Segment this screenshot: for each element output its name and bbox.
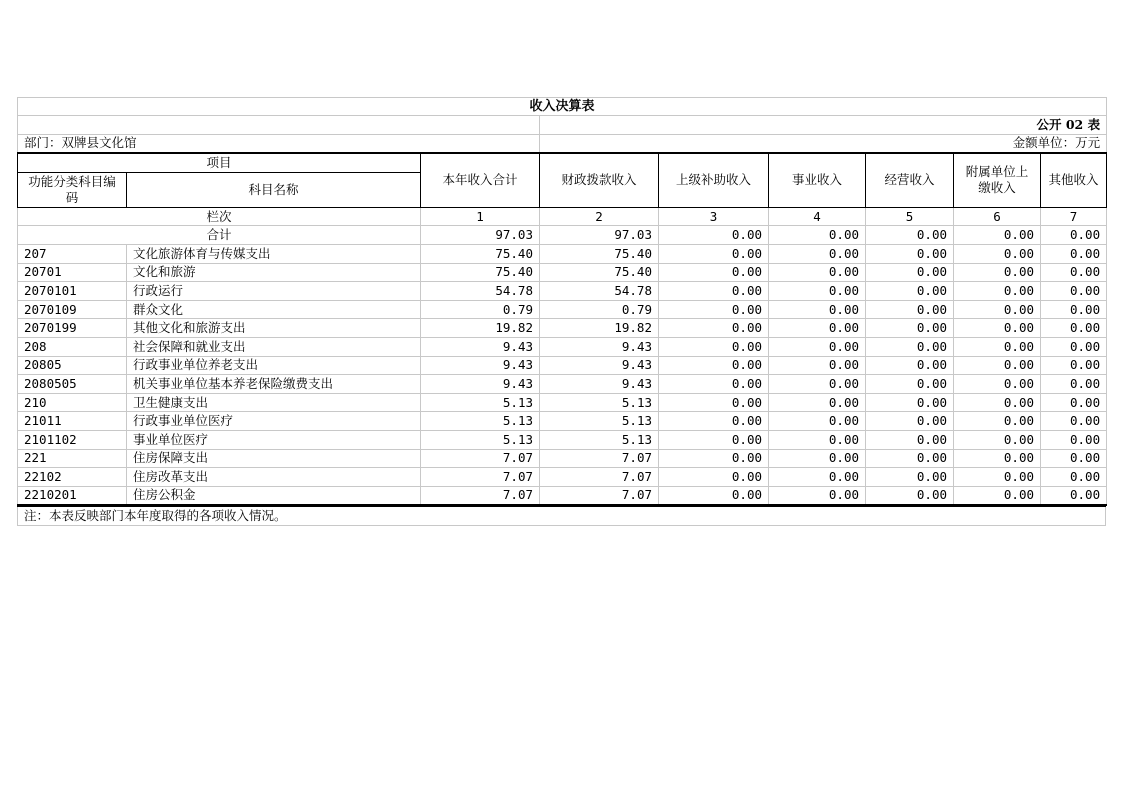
header-affiliated: 附属单位上缴收入 [954, 153, 1041, 207]
row-value: 54.78 [540, 282, 659, 301]
row-code: 2070101 [18, 282, 127, 301]
header-name: 科目名称 [127, 172, 421, 207]
row-value: 0.00 [769, 430, 866, 449]
row-value: 75.40 [540, 244, 659, 263]
row-value: 0.00 [954, 319, 1041, 338]
column-number: 5 [866, 207, 954, 226]
column-number: 6 [954, 207, 1041, 226]
column-number: 1 [421, 207, 540, 226]
column-number: 4 [769, 207, 866, 226]
row-value: 0.00 [659, 337, 769, 356]
row-value: 0.00 [954, 300, 1041, 319]
row-value: 0.00 [1041, 486, 1107, 505]
row-code: 210 [18, 393, 127, 412]
header-total: 本年收入合计 [421, 153, 540, 207]
row-name: 行政运行 [127, 282, 421, 301]
header-other: 其他收入 [1041, 153, 1107, 207]
row-value: 0.00 [866, 393, 954, 412]
header-business: 事业收入 [769, 153, 866, 207]
header-item: 项目 [18, 153, 421, 172]
form-code-row [18, 116, 1107, 135]
row-value: 0.79 [421, 300, 540, 319]
row-code: 21011 [18, 412, 127, 431]
income-table [17, 97, 1107, 506]
row-code: 2101102 [18, 430, 127, 449]
row-name: 群众文化 [127, 300, 421, 319]
row-name: 住房保障支出 [127, 449, 421, 468]
row-value: 0.00 [769, 375, 866, 394]
row-value: 0.00 [866, 282, 954, 301]
row-name: 文化和旅游 [127, 263, 421, 282]
row-value: 0.00 [866, 263, 954, 282]
row-name: 其他文化和旅游支出 [127, 319, 421, 338]
row-value: 0.00 [1041, 263, 1107, 282]
row-value: 0.00 [659, 263, 769, 282]
page-title: 收入决算表 [18, 98, 1107, 116]
row-code: 2070199 [18, 319, 127, 338]
row-value: 75.40 [421, 263, 540, 282]
row-code: 2070109 [18, 300, 127, 319]
row-value: 0.00 [659, 449, 769, 468]
row-value: 9.43 [540, 375, 659, 394]
row-value: 0.00 [1041, 375, 1107, 394]
row-value: 0.00 [769, 412, 866, 431]
row-value: 0.00 [769, 393, 866, 412]
row-value: 0.00 [659, 430, 769, 449]
table-row [18, 375, 1107, 394]
row-value: 0.00 [769, 282, 866, 301]
row-name: 行政事业单位医疗 [127, 412, 421, 431]
row-value: 0.00 [954, 412, 1041, 431]
row-code: 221 [18, 449, 127, 468]
row-value: 7.07 [540, 468, 659, 487]
row-code: 22102 [18, 468, 127, 487]
row-value: 9.43 [421, 375, 540, 394]
total-row-label: 合计 [18, 226, 421, 245]
form-code: 公开 02 表 [540, 116, 1107, 135]
row-value: 75.40 [421, 244, 540, 263]
row-value: 0.00 [1041, 412, 1107, 431]
row-value: 0.00 [769, 263, 866, 282]
header-operating: 经营收入 [866, 153, 954, 207]
row-name: 住房公积金 [127, 486, 421, 505]
row-value: 0.00 [769, 468, 866, 487]
row-code: 208 [18, 337, 127, 356]
table-row [18, 263, 1107, 282]
row-value: 0.00 [1041, 468, 1107, 487]
table-row [18, 319, 1107, 338]
column-row-label: 栏次 [18, 207, 421, 226]
row-value: 19.82 [421, 319, 540, 338]
note-table [17, 505, 1106, 526]
department-row [18, 134, 1107, 153]
row-value: 5.13 [421, 412, 540, 431]
row-value: 9.43 [540, 356, 659, 375]
row-name: 卫生健康支出 [127, 393, 421, 412]
row-value: 0.00 [954, 375, 1041, 394]
row-value: 0.00 [954, 356, 1041, 375]
row-value: 0.00 [954, 430, 1041, 449]
row-name: 行政事业单位养老支出 [127, 356, 421, 375]
note-row [18, 506, 1106, 525]
column-number: 7 [1041, 207, 1107, 226]
unit-label: 金额单位：万元 [540, 134, 1107, 153]
row-value: 0.00 [1041, 430, 1107, 449]
row-value: 0.00 [659, 319, 769, 338]
row-value: 0.00 [659, 356, 769, 375]
row-value: 5.13 [421, 430, 540, 449]
row-value: 0.00 [866, 468, 954, 487]
row-value: 0.00 [954, 263, 1041, 282]
row-value: 9.43 [421, 356, 540, 375]
total-row [18, 226, 1107, 245]
table-row [18, 300, 1107, 319]
row-value: 0.00 [1041, 300, 1107, 319]
row-value: 0.00 [1041, 393, 1107, 412]
header-fiscal: 财政拨款收入 [540, 153, 659, 207]
row-value: 0.00 [769, 486, 866, 505]
row-value: 19.82 [540, 319, 659, 338]
total-value: 0.00 [866, 226, 954, 245]
table-row [18, 244, 1107, 263]
header-row-1 [18, 153, 1107, 172]
column-number: 3 [659, 207, 769, 226]
row-value: 0.00 [659, 486, 769, 505]
row-name: 机关事业单位基本养老保险缴费支出 [127, 375, 421, 394]
row-value: 9.43 [540, 337, 659, 356]
department-label: 部门：双牌县文化馆 [18, 134, 540, 153]
blank-cell [18, 116, 540, 135]
row-value: 0.00 [769, 300, 866, 319]
row-name: 住房改革支出 [127, 468, 421, 487]
row-value: 0.00 [866, 337, 954, 356]
row-code: 20701 [18, 263, 127, 282]
row-value: 0.00 [769, 244, 866, 263]
row-value: 0.00 [954, 486, 1041, 505]
row-value: 0.79 [540, 300, 659, 319]
row-value: 0.00 [866, 300, 954, 319]
column-number: 2 [540, 207, 659, 226]
row-value: 0.00 [866, 244, 954, 263]
table-row [18, 468, 1107, 487]
table-row [18, 282, 1107, 301]
table-row [18, 393, 1107, 412]
row-value: 0.00 [769, 319, 866, 338]
row-value: 0.00 [659, 375, 769, 394]
row-value: 7.07 [540, 486, 659, 505]
header-code: 功能分类科目编码 [18, 172, 127, 207]
row-value: 0.00 [769, 449, 866, 468]
row-name: 文化旅游体育与传媒支出 [127, 244, 421, 263]
row-value: 0.00 [1041, 356, 1107, 375]
row-value: 7.07 [421, 449, 540, 468]
row-value: 0.00 [769, 356, 866, 375]
row-value: 7.07 [421, 486, 540, 505]
row-code: 207 [18, 244, 127, 263]
row-value: 0.00 [866, 319, 954, 338]
table-row [18, 356, 1107, 375]
row-value: 0.00 [954, 337, 1041, 356]
row-value: 0.00 [954, 393, 1041, 412]
row-value: 0.00 [866, 356, 954, 375]
row-value: 9.43 [421, 337, 540, 356]
row-value: 0.00 [954, 282, 1041, 301]
row-value: 0.00 [1041, 282, 1107, 301]
table-row [18, 449, 1107, 468]
total-value: 0.00 [1041, 226, 1107, 245]
row-value: 0.00 [659, 244, 769, 263]
total-value: 97.03 [540, 226, 659, 245]
total-value: 0.00 [659, 226, 769, 245]
table-row [18, 412, 1107, 431]
row-value: 5.13 [421, 393, 540, 412]
row-value: 0.00 [659, 468, 769, 487]
row-value: 0.00 [659, 300, 769, 319]
title-row [18, 98, 1107, 116]
header-superior: 上级补助收入 [659, 153, 769, 207]
row-value: 0.00 [866, 375, 954, 394]
row-name: 事业单位医疗 [127, 430, 421, 449]
total-value: 0.00 [769, 226, 866, 245]
row-value: 7.07 [540, 449, 659, 468]
row-value: 5.13 [540, 393, 659, 412]
row-value: 0.00 [954, 244, 1041, 263]
row-value: 0.00 [954, 449, 1041, 468]
total-value: 0.00 [954, 226, 1041, 245]
total-value: 97.03 [421, 226, 540, 245]
row-value: 5.13 [540, 430, 659, 449]
row-name: 社会保障和就业支出 [127, 337, 421, 356]
row-value: 0.00 [954, 468, 1041, 487]
income-statement-sheet [17, 97, 1106, 526]
row-value: 0.00 [1041, 319, 1107, 338]
table-row [18, 337, 1107, 356]
row-value: 5.13 [540, 412, 659, 431]
row-value: 0.00 [1041, 449, 1107, 468]
row-value: 0.00 [1041, 337, 1107, 356]
row-value: 0.00 [769, 337, 866, 356]
row-value: 0.00 [866, 486, 954, 505]
row-value: 54.78 [421, 282, 540, 301]
row-value: 0.00 [866, 430, 954, 449]
row-code: 20805 [18, 356, 127, 375]
table-row [18, 486, 1107, 505]
row-value: 0.00 [1041, 244, 1107, 263]
row-value: 0.00 [659, 412, 769, 431]
row-value: 75.40 [540, 263, 659, 282]
row-code: 2210201 [18, 486, 127, 505]
row-value: 0.00 [659, 393, 769, 412]
row-code: 2080505 [18, 375, 127, 394]
row-value: 0.00 [866, 449, 954, 468]
table-row [18, 430, 1107, 449]
row-value: 0.00 [659, 282, 769, 301]
row-value: 7.07 [421, 468, 540, 487]
row-value: 0.00 [866, 412, 954, 431]
column-number-row [18, 207, 1107, 226]
table-note: 注：本表反映部门本年度取得的各项收入情况。 [18, 506, 1106, 525]
